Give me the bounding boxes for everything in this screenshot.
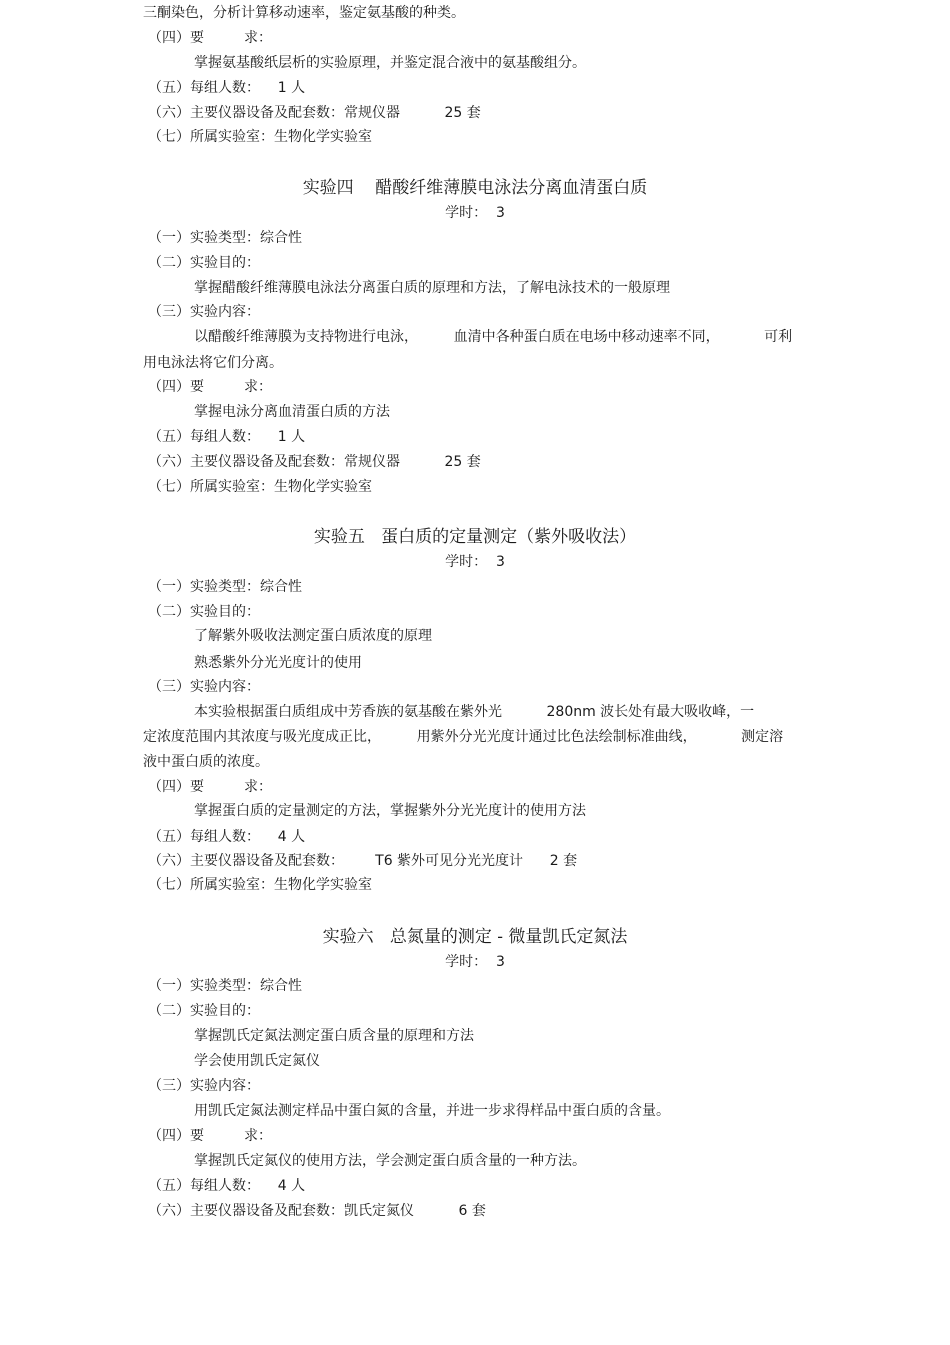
exp5-content-heading: （三）实验内容： (148, 679, 260, 695)
exp6-type: （一）实验类型：综合性 (148, 978, 302, 994)
pre-content-line: 三酮染色，分析计算移动速率，鉴定氨基酸的种类。 (143, 5, 465, 21)
pre-equipment: （六）主要仪器设备及配套数：常规仪器 25 套 (148, 105, 481, 121)
exp6-purpose-heading: （二）实验目的： (148, 1003, 260, 1019)
exp5-purpose-heading: （二）实验目的： (148, 604, 260, 620)
exp4-title: 实验四 醋酸纤维薄膜电泳法分离血清蛋白质 (302, 178, 648, 198)
exp6-content-text: 用凯氏定氮法测定样品中蛋白氮的含量，并进一步求得样品中蛋白质的含量。 (194, 1103, 670, 1119)
exp5-content-line-1: 本实验根据蛋白质组成中芳香族的氨基酸在紫外光 280nm 波长处有最大吸收峰，一 (194, 704, 755, 720)
exp4-type: （一）实验类型：综合性 (148, 230, 302, 246)
exp5-laboratory: （七）所属实验室：生物化学实验室 (148, 877, 372, 893)
exp6-purpose-text-2: 学会使用凯氏定氮仪 (194, 1053, 320, 1069)
pre-group-size: （五）每组人数： 1 人 (148, 80, 306, 96)
pre-requirement-heading: （四）要 求： (148, 30, 273, 46)
exp4-hours: 学时： 3 (445, 205, 505, 221)
exp6-purpose-text-1: 掌握凯氏定氮法测定蛋白质含量的原理和方法 (194, 1028, 474, 1044)
exp5-type: （一）实验类型：综合性 (148, 579, 302, 595)
exp4-laboratory: （七）所属实验室：生物化学实验室 (148, 479, 372, 495)
exp4-content-line-1: 以醋酸纤维薄膜为支持物进行电泳， 血清中各种蛋白质在电场中移动速率不同， 可利 (194, 329, 793, 345)
exp6-hours: 学时： 3 (445, 954, 505, 970)
exp4-requirement-heading: （四）要 求： (148, 379, 273, 395)
exp5-purpose-text-2: 熟悉紫外分光光度计的使用 (194, 655, 362, 671)
exp5-purpose-text-1: 了解紫外吸收法测定蛋白质浓度的原理 (194, 628, 432, 644)
exp5-content-line-2: 定浓度范围内其浓度与吸光度成正比， 用紫外分光光度计通过比色法绘制标准曲线， 测定溶 (143, 729, 784, 745)
exp4-requirement-text: 掌握电泳分离血清蛋白质的方法 (194, 404, 390, 420)
exp5-requirement-text: 掌握蛋白质的定量测定的方法，掌握紫外分光光度计的使用方法 (194, 803, 586, 819)
exp5-hours: 学时： 3 (445, 554, 505, 570)
exp6-content-heading: （三）实验内容： (148, 1078, 260, 1094)
exp4-group-size: （五）每组人数： 1 人 (148, 429, 306, 445)
exp6-requirement-text: 掌握凯氏定氮仪的使用方法，学会测定蛋白质含量的一种方法。 (194, 1153, 586, 1169)
exp6-requirement-heading: （四）要 求： (148, 1128, 273, 1144)
exp4-purpose-text: 掌握醋酸纤维薄膜电泳法分离蛋白质的原理和方法，了解电泳技术的一般原理 (194, 280, 670, 296)
exp4-purpose-heading: （二）实验目的： (148, 255, 260, 271)
exp4-content-line-2: 用电泳法将它们分离。 (143, 355, 283, 371)
pre-requirement-text: 掌握氨基酸纸层析的实验原理，并鉴定混合液中的氨基酸组分。 (194, 55, 586, 71)
exp5-group-size: （五）每组人数： 4 人 (148, 829, 306, 845)
exp4-content-heading: （三）实验内容： (148, 304, 260, 320)
exp6-title: 实验六 总氮量的测定 - 微量凯氏定氮法 (322, 927, 628, 947)
exp5-requirement-heading: （四）要 求： (148, 779, 273, 795)
exp5-equipment: （六）主要仪器设备及配套数： T6 紫外可见分光光度计 2 套 (148, 853, 578, 869)
exp5-content-line-3: 液中蛋白质的浓度。 (143, 754, 269, 770)
exp6-group-size: （五）每组人数： 4 人 (148, 1178, 306, 1194)
exp5-title: 实验五 蛋白质的定量测定（紫外吸收法） (313, 527, 637, 547)
pre-laboratory: （七）所属实验室：生物化学实验室 (148, 129, 372, 145)
exp4-equipment: （六）主要仪器设备及配套数：常规仪器 25 套 (148, 454, 481, 470)
exp6-equipment: （六）主要仪器设备及配套数：凯氏定氮仪 6 套 (148, 1203, 486, 1219)
